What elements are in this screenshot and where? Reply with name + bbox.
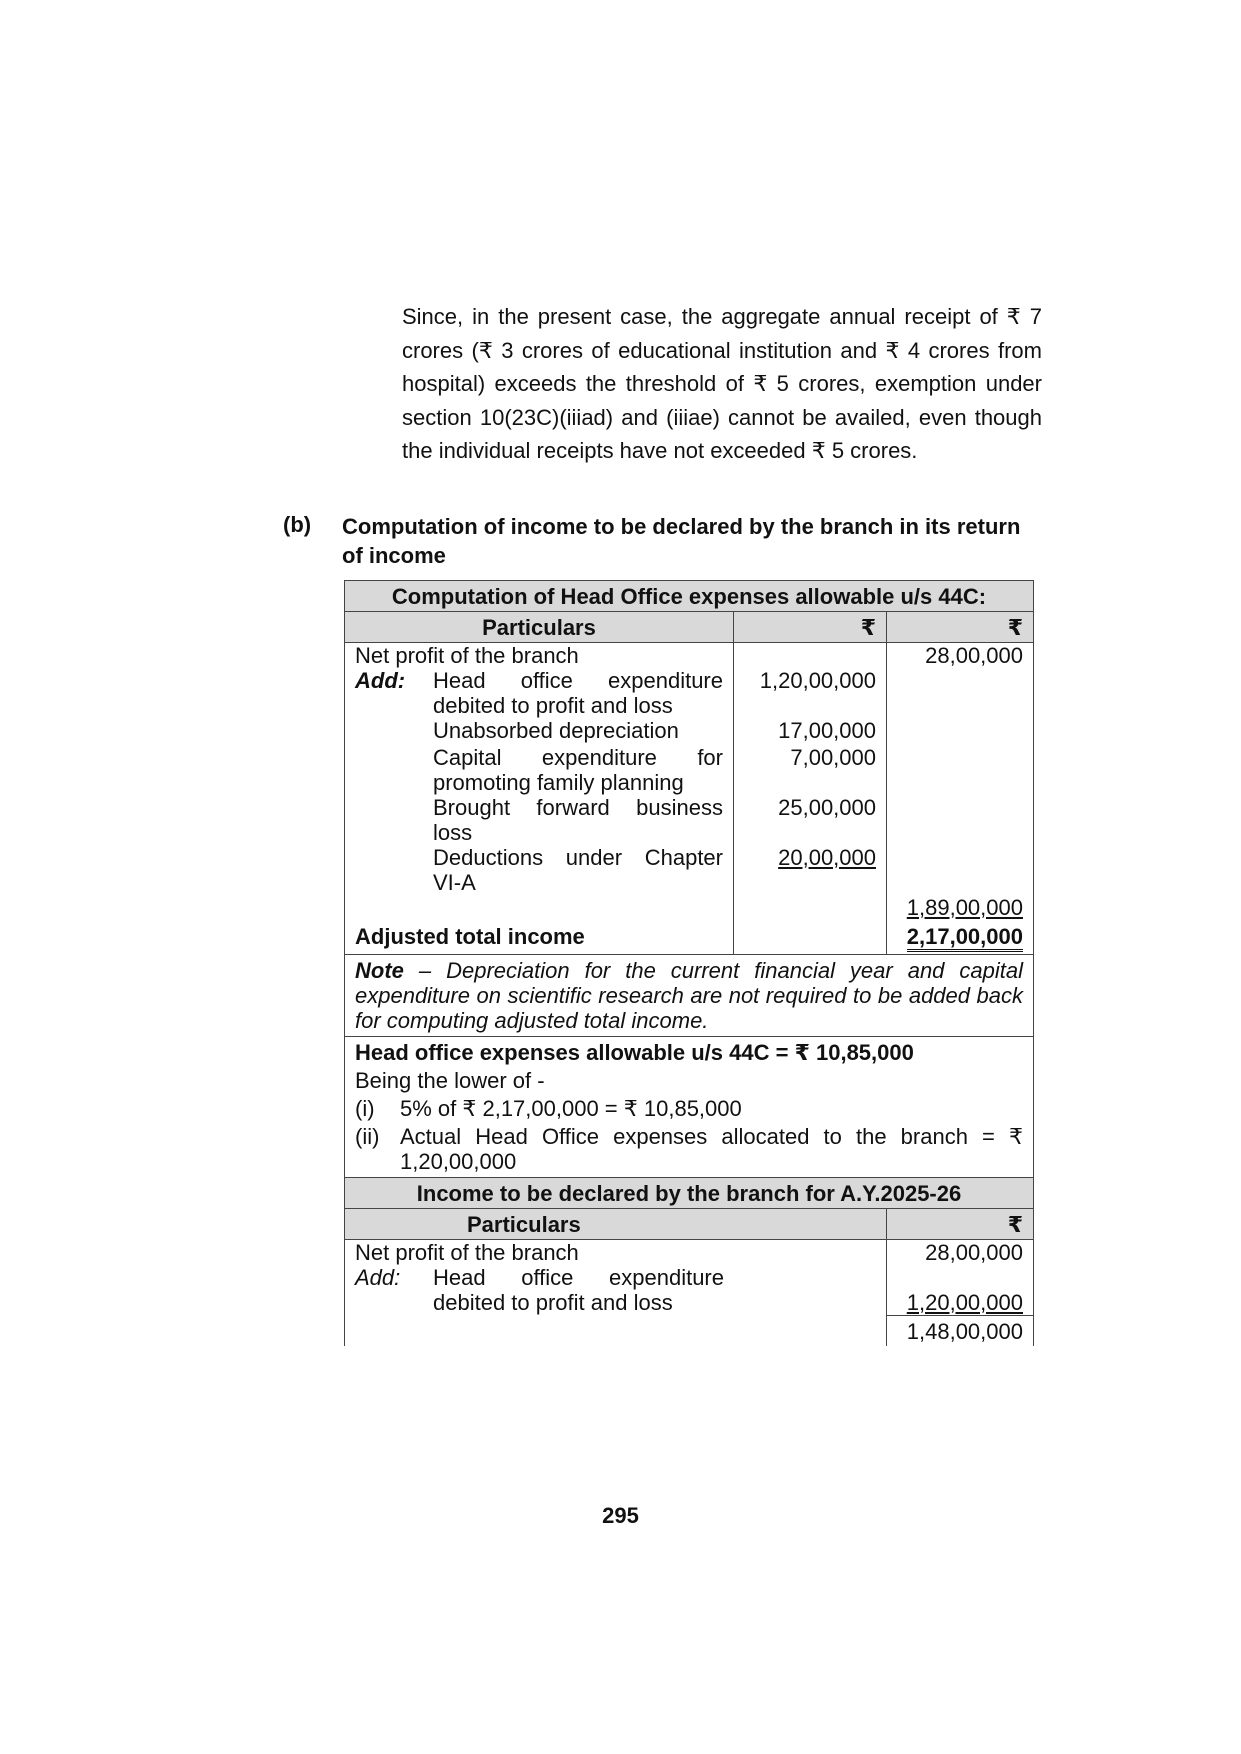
list-item: (i) 5% of ₹ 2,17,00,000 = ₹ 10,85,000	[355, 1096, 742, 1121]
item-value: 17,00,000	[734, 718, 887, 743]
net-profit-value: 28,00,000	[887, 1240, 1034, 1266]
item-label: Deductions under Chapter VI-A	[433, 845, 723, 895]
net-profit-label: Net profit of the branch	[345, 1240, 887, 1266]
section-title: Computation of income to be declared by the branch in its return of income	[342, 514, 1021, 568]
table-row	[345, 895, 1034, 920]
total-value: 1,48,00,000	[887, 1315, 1034, 1346]
section-label: (b)	[283, 512, 312, 537]
table1-header-row	[345, 612, 1034, 643]
add-label: Add:	[355, 668, 406, 693]
item-value: 25,00,000	[734, 795, 887, 845]
table-row	[345, 743, 1034, 795]
item-value: 20,00,000	[778, 845, 876, 870]
col-rupee-1: ₹	[734, 612, 887, 643]
col-rupee: ₹	[887, 1209, 1034, 1240]
computation-table	[344, 580, 1034, 1346]
note-row	[345, 955, 1034, 1037]
subtotal-value: 1,89,00,000	[906, 895, 1023, 920]
being-lower-text: Being the lower of -	[355, 1068, 545, 1093]
add-label: Add:	[355, 1265, 401, 1290]
table-row	[345, 718, 1034, 743]
table2-header-row	[345, 1209, 1034, 1240]
adjusted-total-label: Adjusted total income	[345, 920, 734, 955]
item-label: Unabsorbed depreciation	[433, 718, 679, 743]
table-row	[345, 920, 1034, 955]
item-label: Brought forward business loss	[433, 795, 723, 845]
note-text: – Depreciation for the current financial year and capital expenditure on scientific research are not required to be added back for computing adjusted total income.	[355, 958, 1023, 1033]
table1-title: Computation of Head Office expenses allowable u/s 44C:	[345, 581, 1034, 612]
note-label: Note	[355, 958, 404, 983]
net-profit-value: 28,00,000	[887, 643, 1034, 669]
item-value: 1,20,00,000	[906, 1289, 1023, 1315]
intro-paragraph: Since, in the present case, the aggregate annual receipt of ₹ 7 crores (₹ 3 crores of educational institution and ₹ 4 crores from hospital) exceeds the threshold of ₹ 5 crores, exemption under section 10(23C)(iiiad) and (iiiae) cannot be availed, even though the individual receipts have not exceeded ₹ 5 crores.	[402, 304, 1042, 463]
table2-title-row	[345, 1178, 1034, 1209]
table-row	[345, 845, 1034, 895]
page-number: 295	[602, 1503, 639, 1528]
list-item: (ii) Actual Head Office expenses allocated to the branch = ₹ 1,20,00,000	[355, 1124, 1023, 1174]
table2-title: Income to be declared by the branch for A.Y.2025-26	[345, 1178, 1034, 1209]
col-particulars: Particulars	[345, 612, 734, 643]
table-row	[345, 668, 1034, 718]
table-row	[345, 1240, 1034, 1266]
col-rupee-2: ₹	[887, 612, 1034, 643]
net-profit-label: Net profit of the branch	[345, 643, 734, 669]
item-label: Head office expenditure debited to profit and loss	[433, 668, 723, 718]
table-row	[345, 795, 1034, 845]
item-label: Head office expenditure debited to profit and loss	[433, 1265, 724, 1315]
allowable-row	[345, 1037, 1034, 1178]
table-row	[345, 643, 1034, 669]
item-label: Capital expenditure for promoting family planning	[433, 745, 723, 795]
table-row	[345, 1265, 1034, 1315]
col-particulars: Particulars	[345, 1209, 887, 1240]
allowable-heading: Head office expenses allowable u/s 44C = ₹ 10,85,000	[355, 1040, 914, 1065]
adjusted-total-value: 2,17,00,000	[907, 925, 1023, 952]
table-row	[345, 1315, 1034, 1346]
item-value: 1,20,00,000	[734, 668, 887, 718]
item-value: 7,00,000	[734, 743, 887, 795]
table1-title-row	[345, 581, 1034, 612]
